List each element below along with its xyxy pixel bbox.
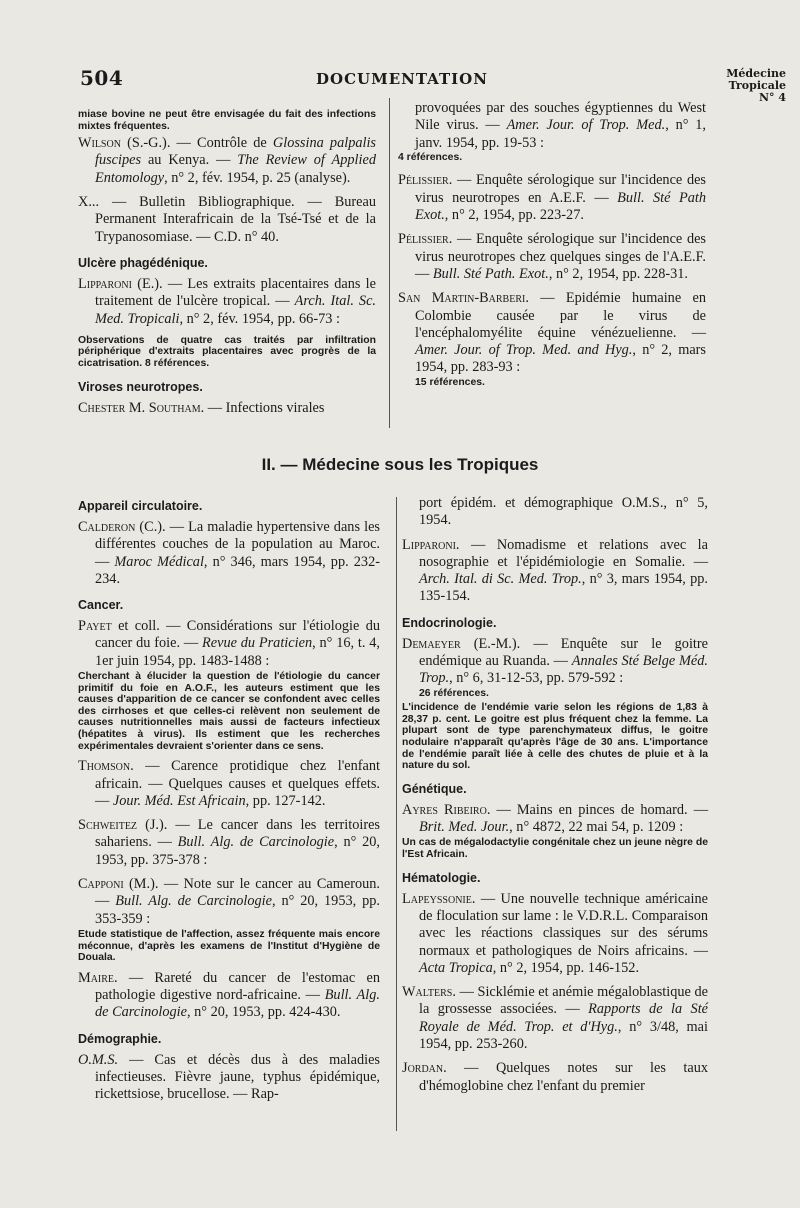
journal-title: Arch. Ital. di Sc. Med. Trop. (419, 571, 582, 588)
note-payet: Cherchant à élucider la question de l'étiologie du cancer primitif du foie en A.O.F., les auteurs estiment que les causes d'apparition de ce cancer se confondent avec celles des cirrhoses et que celles-ci relèvent non seulement de causes nutritionnelles mais aussi de facteurs infectieux (hépatites à virus). Ils estiment que les recherches expérimentales devraient s'orienter dans ce sens. (78, 671, 380, 752)
continued-note: miase bovine ne peut être envisagée du fait des infections mixtes fréquentes. (78, 109, 376, 132)
entry-chester (78, 400, 376, 417)
author: Jordan. (402, 1060, 447, 1077)
note-san-martin: 15 références. (415, 376, 485, 388)
entry-text: — Enquête sérologique sur l'incidence des virus neurotropes chez quelques singes de l'A.E.F. — (415, 231, 706, 282)
author: Lapeyssonie. (402, 890, 476, 907)
journal-title: Amer. Jour. of Trop. Med. (506, 117, 666, 134)
journal-title: Jour. Méd. Est Africain (112, 792, 246, 809)
entry-maire (78, 970, 380, 1022)
journal-title: Bull. Alg. de Carcinologie (115, 893, 272, 910)
journal-title: Rapports de la Sté Royale de Méd. Trop. et d'Hyg. (419, 1001, 709, 1035)
entry-oms-cont: port épidém. et démographique O.M.S., n° 5, 1954. (419, 495, 708, 529)
entry-walters (402, 984, 708, 1053)
journal-title: Bull. Sté Path Exot. (415, 189, 706, 224)
heading-hematologie: Hématologie. (402, 870, 481, 885)
entry-pelissier-1 (398, 172, 706, 224)
entry-wilson (78, 135, 376, 187)
column-rule-top (389, 98, 390, 428)
entry-citation: , n° 2, 1954, pp. 146-152. (492, 959, 640, 976)
entry-citation: , n° 20, 1953, pp. 424-430. (187, 1004, 341, 1021)
entry-text: au Kenya. — (141, 152, 238, 169)
author: Pélissier. (398, 231, 453, 248)
heading-genetique: Génétique. (402, 781, 467, 796)
author: San Martin-Barberi. (398, 290, 529, 307)
entry-citation: , n° 16, t. 4, 1er juin 1954, pp. 1483-1488 : (95, 635, 380, 669)
author: Lipparoni (E.). (78, 275, 163, 292)
entry-text: — Rareté du cancer de l'estomac en pathologie digestive nord-africaine. — (95, 969, 380, 1003)
journal-title: Arch. Ital. Sc. Med. Tropicali (95, 293, 376, 327)
entry-calderon (78, 519, 380, 588)
journal-name (696, 68, 786, 104)
entry-citation: , n° 3, mars 1954, pp. 135-154. (419, 571, 708, 605)
entry-lapeyssonie (402, 891, 708, 977)
entry-lipparoni-2 (402, 537, 708, 606)
entry-oms (78, 1052, 380, 1104)
author: Chester M. Southam. (78, 399, 205, 416)
top-left-column (78, 109, 376, 424)
author: Lipparoni. (402, 536, 460, 553)
entry-citation: , n° 2, mars 1954, pp. 283-93 : (415, 342, 706, 376)
heading-endocrinologie: Endocrinologie. (402, 615, 497, 630)
journal-line-2: Tropicale (728, 79, 786, 92)
entry-text: — Mains en pinces de homard. — (490, 801, 708, 818)
entry-chester-cont (398, 100, 706, 152)
author: Schweitez (J.). (78, 817, 168, 834)
journal-title: Bull. Alg. de Carcinologie (95, 986, 380, 1021)
journal-line-1: Médecine (726, 67, 786, 80)
entry-text: — Contrôle de (170, 135, 273, 152)
entry-text: — Nomadisme et relations avec la nosographie et l'épidémiologie en Somalie. — (419, 536, 708, 570)
note-capponi: Etude statistique de l'affection, assez fréquente mais encore méconnue, d'après les examens de l'Institut d'Hygiène de Douala. (78, 928, 380, 964)
entry-text: — Une nouvelle technique américaine de floculation sur lame : le V.D.R.L. Comparaison avec les réactions classiques sur des sérums normaux et pathologiques de Noirs africains. — (419, 890, 708, 959)
journal-title: The Review of Applied Entomology (95, 152, 376, 186)
entry-jordan (402, 1060, 708, 1095)
entry-lipparoni-1 (78, 276, 376, 328)
entry-text: et coll. — Considérations sur l'étiologie du cancer du foie. — (95, 618, 380, 652)
author: Ayres Ribeiro. (402, 801, 491, 818)
author: Walters. (402, 984, 456, 1001)
entry-text: — Cas et décès dus à des maladies infectieuses. Fièvre jaune, typhus épidémique, rickettsiose, brucellose. — Rap- (95, 1051, 380, 1103)
entry-payet (78, 618, 380, 670)
entry-text: — Quelques notes sur les taux d'hémoglobine chez l'enfant du premier (419, 1060, 708, 1094)
entry-thomson (78, 758, 380, 810)
journal-title: Bull. Sté Path. Exot. (432, 265, 549, 282)
journal-line-3: N° 4 (758, 91, 786, 104)
author: Capponi (M.). (78, 876, 159, 893)
entry-text: — Enquête sur le goitre endémique au Ruanda. — (419, 635, 708, 670)
journal-title: Bull. Alg. de Carcinologie (177, 834, 335, 851)
author: Pélissier. (398, 172, 453, 189)
entry-text: — Carence protidique chez l'enfant africain. — Quelques causes et quelques effets. — (95, 758, 380, 809)
note-ayres: Un cas de mégalodactylie congénitale chez un jeune nègre de l'Est Africain. (402, 837, 708, 861)
entry-citation: , n° 2, 1954, pp. 223-27. (444, 207, 584, 224)
bottom-right-column (402, 495, 708, 1102)
author: Maire. (78, 969, 118, 986)
author: O.M.S. (78, 1051, 119, 1068)
entry-text: — Enquête sérologique sur l'incidence des virus neurotropes en A.E.F. — (415, 172, 706, 206)
heading-demographie: Démographie. (78, 1031, 162, 1046)
heading-cancer: Cancer. (78, 598, 124, 613)
entry-demaeyer (402, 636, 708, 688)
entry-text: — Infections virales (204, 399, 325, 416)
entry-citation: , n° 2, fév. 1954, p. 25 (analyse). (164, 169, 351, 186)
journal-title: Brit. Med. Jour. (419, 819, 510, 836)
note-demaeyer: L'incidence de l'endémie varie selon les régions de 1,83 à 28,37 p. cent. Le goitre est plus fréquent chez la femme. La plupart sont de type parenchymateux diffus, le goitre nodulaire n'apparaît qu'après l'âge de 30 ans. L'importance de l'endémie paraît liée à celle des chutes de pluie et à la nature du sol. (402, 702, 708, 772)
entry-san-martin (398, 290, 706, 376)
entry-schweitz (78, 817, 380, 869)
entry-citation: , n° 20, 1953, pp. 375-378 : (95, 834, 380, 868)
author: Payet (78, 618, 112, 635)
heading-ulcere: Ulcère phagédénique. (78, 255, 208, 270)
journal-title: Acta Tropica (419, 959, 493, 976)
entry-text: provoquées par des souches égyptiennes du West Nile virus. — (415, 100, 706, 134)
heading-viroses: Viroses neurotropes. (78, 379, 203, 394)
author: Wilson (S.-G.). (78, 135, 171, 152)
entry-citation: , n° 2, 1954, pp. 228-31. (548, 265, 688, 282)
entry-text: — Note sur le cancer au Cameroun. — (95, 876, 380, 910)
journal-title: Annales Sté Belge Méd. Trop. (419, 653, 708, 687)
note-lipparoni-1: Observations de quatre cas traités par infiltration périphérique d'extraits placentaires avec progrès de la cicatrisation. 8 références. (78, 334, 376, 370)
entry-text: — La maladie hypertensive dans les différentes couches de la population au Maroc. — (95, 519, 380, 570)
author: Demaeyer (E.-M.). (402, 635, 521, 652)
entry-capponi (78, 876, 380, 928)
italic-text: Glossina palpalis fuscipes (95, 135, 376, 169)
entry-pelissier-2 (398, 231, 706, 283)
entry-text: — Sicklémie et anémie mégaloblastique de la grossesse associées. — (419, 984, 708, 1018)
entry-citation: , pp. 127-142. (245, 792, 326, 809)
note-chester: 4 références. (398, 151, 463, 163)
entry-citation: , n° 20, 1953, pp. 353-359 : (95, 893, 380, 927)
journal-title: Revue du Praticien (202, 635, 313, 652)
author: Calderon (C.). (78, 519, 166, 535)
note-demaeyer-refs: 26 références. (419, 687, 489, 699)
heading-appareil: Appareil circulatoire. (78, 499, 203, 513)
section-title: II. — Médecine sous les Tropiques (261, 455, 539, 474)
entry-x: X... — Bulletin Bibliographique. — Bureau Permanent Interafricain de la Tsé-Tsé et de la Trypanosomiase. — C.D. n° 40. (78, 194, 376, 245)
entry-citation: , n° 1, janv. 1954, pp. 19-53 : (415, 117, 706, 151)
entry-citation: , n° 3/48, mai 1954, pp. 253-260. (419, 1018, 708, 1052)
entry-ayres (402, 802, 708, 837)
entry-citation: , n° 6, 31-12-53, pp. 579-592 : (449, 670, 624, 687)
top-right-column (398, 100, 706, 391)
entry-text: — Les extraits placentaires dans le traitement de l'ulcère tropical. — (95, 275, 376, 310)
entry-text: — Le cancer dans les territoires sahariens. — (95, 817, 380, 851)
author: Thomson. (78, 758, 134, 775)
bottom-left-column (78, 499, 380, 1110)
journal-title: Maroc Médical (114, 553, 204, 570)
entry-citation: , n° 2, fév. 1954, pp. 66-73 : (179, 310, 340, 327)
entry-text: — Epidémie humaine en Colombie causée par le virus de l'encéphalomyélite équine vénézuelienne. — (415, 290, 706, 341)
entry-citation: , n° 4872, 22 mai 54, p. 1209 : (509, 819, 684, 836)
running-title: DOCUMENTATION (316, 70, 488, 88)
page-number: 504 (80, 66, 124, 90)
column-rule-bottom (396, 497, 397, 1131)
entry-citation: , n° 346, mars 1954, pp. 232-234. (95, 553, 380, 587)
journal-title: Amer. Jour. of Trop. Med. and Hyg. (415, 342, 633, 359)
